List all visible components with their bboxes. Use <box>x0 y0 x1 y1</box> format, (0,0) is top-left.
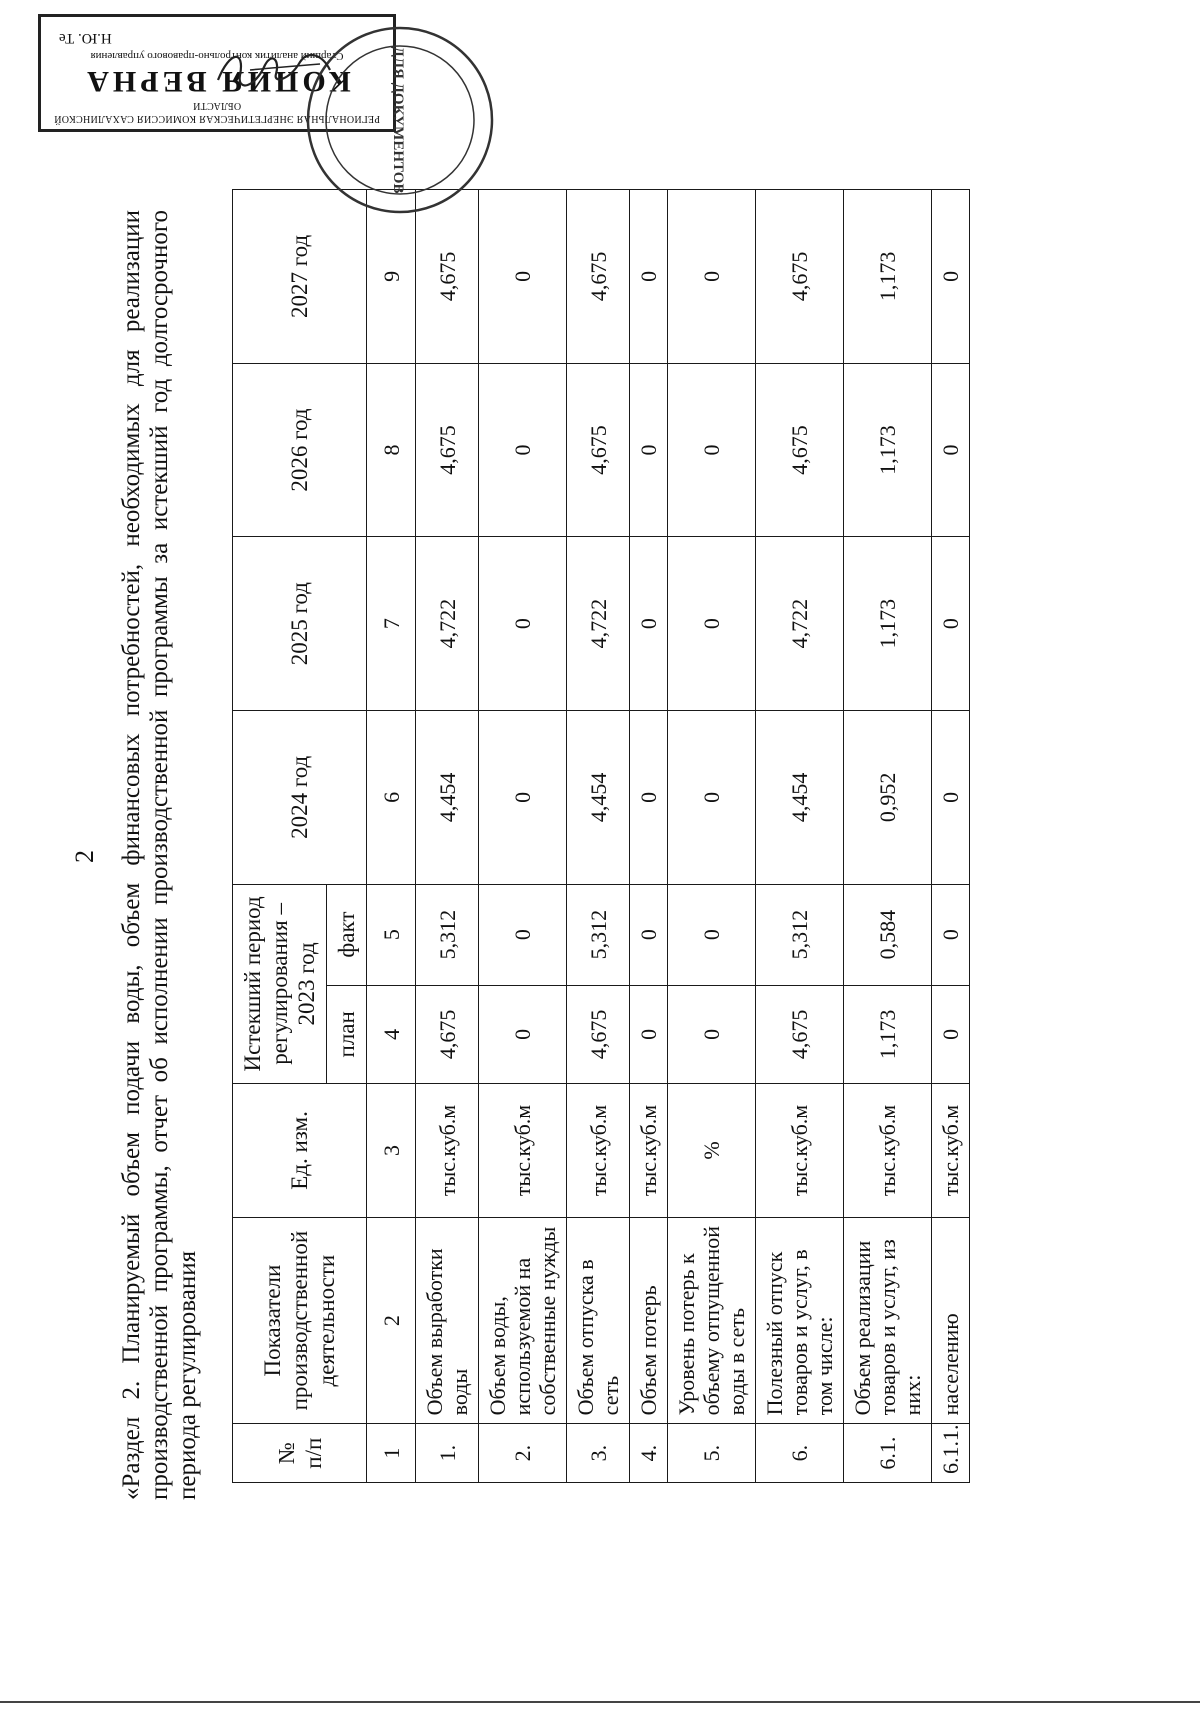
table-row <box>479 190 567 1483</box>
row-2024: 0 <box>479 710 567 884</box>
row-2024: 0 <box>932 710 970 884</box>
header-indicator: Показатели производственной деятельности <box>233 1217 367 1424</box>
row-2026: 4,675 <box>756 363 844 537</box>
row-num: 6.1. <box>844 1424 932 1483</box>
row-unit: тыс.куб.м <box>630 1084 668 1218</box>
header-unit: Ед. изм. <box>233 1084 367 1218</box>
row-2025: 0 <box>668 537 756 711</box>
row-2026: 0 <box>479 363 567 537</box>
production-program-table <box>232 189 970 1483</box>
row-2025: 0 <box>630 537 668 711</box>
row-num: 4. <box>630 1424 668 1483</box>
row-2027: 4,675 <box>756 190 844 364</box>
row-2026: 4,675 <box>567 363 630 537</box>
row-num: 6. <box>756 1424 844 1483</box>
row-unit: % <box>668 1084 756 1218</box>
col-index: 5 <box>367 884 416 985</box>
row-2025: 0 <box>932 537 970 711</box>
row-2025: 4,722 <box>756 537 844 711</box>
row-fact: 0 <box>932 884 970 985</box>
row-2025: 0 <box>479 537 567 711</box>
row-2026: 0 <box>932 363 970 537</box>
row-2027: 0 <box>932 190 970 364</box>
row-plan: 0 <box>630 985 668 1084</box>
row-2024: 4,454 <box>567 710 630 884</box>
row-fact: 0 <box>479 884 567 985</box>
section-heading <box>118 210 202 1500</box>
table-row <box>630 190 668 1483</box>
row-2024: 0 <box>668 710 756 884</box>
row-num: 3. <box>567 1424 630 1483</box>
row-2027: 4,675 <box>416 190 479 364</box>
row-2027: 0 <box>668 190 756 364</box>
row-unit: тыс.куб.м <box>756 1084 844 1218</box>
row-plan: 4,675 <box>756 985 844 1084</box>
row-plan: 4,675 <box>567 985 630 1084</box>
page-bottom-rule <box>0 1701 1200 1703</box>
row-2027: 0 <box>479 190 567 364</box>
row-plan: 4,675 <box>416 985 479 1084</box>
header-2027: 2027 год <box>233 190 367 364</box>
row-indicator: Полезный отпуск товаров и услуг, в том числе: <box>756 1217 844 1424</box>
table-row <box>668 190 756 1483</box>
header-2026: 2026 год <box>233 363 367 537</box>
row-plan: 0 <box>668 985 756 1084</box>
signature-icon <box>210 40 340 100</box>
header-2024: 2024 год <box>233 710 367 884</box>
row-2024: 4,454 <box>756 710 844 884</box>
header-plan: план <box>327 985 367 1084</box>
row-fact: 0 <box>630 884 668 985</box>
row-num: 2. <box>479 1424 567 1483</box>
stamp-org: РЕГИОНАЛЬНАЯ ЭНЕРГЕТИЧЕСКАЯ КОМИССИЯ САХАЛИНСКОЙ ОБЛАСТИ <box>54 100 381 124</box>
row-indicator: Объем выработки воды <box>416 1217 479 1424</box>
row-plan: 0 <box>479 985 567 1084</box>
row-num: 5. <box>668 1424 756 1483</box>
row-fact: 0 <box>668 884 756 985</box>
header-period: Истекший период регулирования – 2023 год <box>233 884 327 1083</box>
row-unit: тыс.куб.м <box>844 1084 932 1218</box>
heading-line-1: «Раздел 2. Планируемый объем подачи воды, объем финансовых потребностей, необходимых для реализации <box>118 210 145 1500</box>
row-unit: тыс.куб.м <box>567 1084 630 1218</box>
row-indicator: Объем реализации товаров и услуг, из них: <box>844 1217 932 1424</box>
heading-line-2: производственной программы, отчет об исполнении производственной программы за истекший год долгосрочного <box>146 210 173 1500</box>
col-index: 3 <box>367 1084 416 1218</box>
stamp-person: Н.Ю. Те <box>59 30 112 46</box>
header-2025: 2025 год <box>233 537 367 711</box>
row-2027: 4,675 <box>567 190 630 364</box>
table-row <box>844 190 932 1483</box>
row-indicator: Объем воды, используемой на собственные нужды <box>479 1217 567 1424</box>
row-num: 6.1.1. <box>932 1424 970 1483</box>
table-row <box>756 190 844 1483</box>
column-index-row <box>367 190 416 1483</box>
row-plan: 0 <box>932 985 970 1084</box>
row-2025: 4,722 <box>567 537 630 711</box>
row-fact: 5,312 <box>567 884 630 985</box>
col-index: 4 <box>367 985 416 1084</box>
row-2027: 1,173 <box>844 190 932 364</box>
row-unit: тыс.куб.м <box>932 1084 970 1218</box>
header-row <box>233 190 327 1483</box>
row-unit: тыс.куб.м <box>416 1084 479 1218</box>
header-fact: факт <box>327 884 367 985</box>
row-indicator: Уровень потерь к объему отпущенной воды в сеть <box>668 1217 756 1424</box>
col-index: 2 <box>367 1217 416 1424</box>
heading-line-3: периода регулирования <box>174 1250 201 1500</box>
col-index: 1 <box>367 1424 416 1483</box>
table-row <box>416 190 479 1483</box>
row-num: 1. <box>416 1424 479 1483</box>
col-index: 7 <box>367 537 416 711</box>
row-indicator: населению <box>932 1217 970 1424</box>
stamp-position: Старший аналитик контрольно-правового управления <box>90 50 344 62</box>
table-row <box>567 190 630 1483</box>
row-indicator: Объем потерь <box>630 1217 668 1424</box>
row-2024: 4,454 <box>416 710 479 884</box>
header-num: № п/п <box>233 1424 367 1483</box>
row-2025: 4,722 <box>416 537 479 711</box>
row-fact: 0,584 <box>844 884 932 985</box>
row-2026: 0 <box>668 363 756 537</box>
page-number: 2 <box>70 850 99 863</box>
row-2024: 0,952 <box>844 710 932 884</box>
row-2026: 4,675 <box>416 363 479 537</box>
row-2025: 1,173 <box>844 537 932 711</box>
row-2027: 0 <box>630 190 668 364</box>
col-index: 8 <box>367 363 416 537</box>
row-2024: 0 <box>630 710 668 884</box>
col-index: 6 <box>367 710 416 884</box>
row-2026: 1,173 <box>844 363 932 537</box>
row-fact: 5,312 <box>416 884 479 985</box>
table-row <box>932 190 970 1483</box>
row-plan: 1,173 <box>844 985 932 1084</box>
col-index: 9 <box>367 190 416 364</box>
row-fact: 5,312 <box>756 884 844 985</box>
row-indicator: Объем отпуска в сеть <box>567 1217 630 1424</box>
row-2026: 0 <box>630 363 668 537</box>
seal-label: ДЛЯ ДОКУМЕНТОВ <box>390 46 406 194</box>
stamp-title: КОПИЯ ВЕРНА <box>83 65 351 98</box>
row-unit: тыс.куб.м <box>479 1084 567 1218</box>
